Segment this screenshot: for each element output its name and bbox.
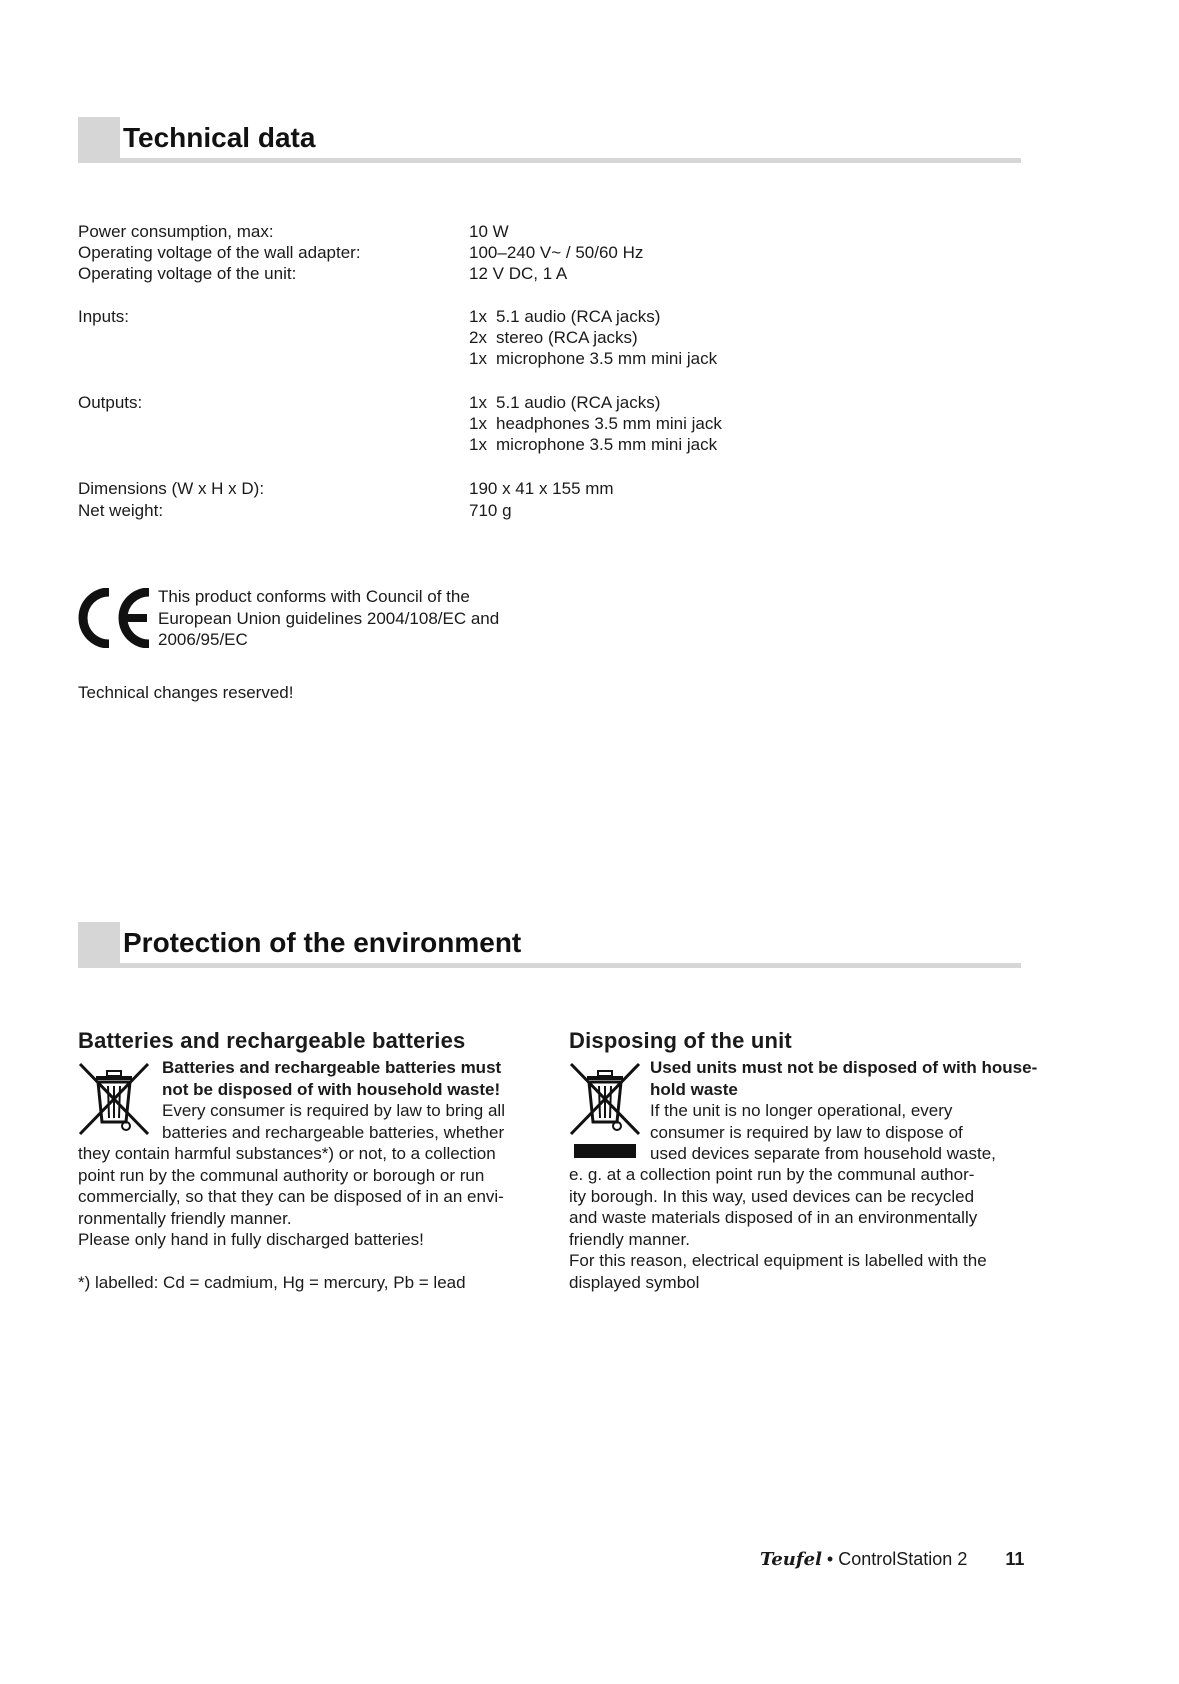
spec-value-list <box>469 392 722 455</box>
disposal-warning: Used units must not be disposed of with house- hold waste If the unit is no longer operational, every consumer is required by law to dispose of used devices separate from household waste, <box>650 1058 1038 1163</box>
technical-changes-note: Technical changes reserved! <box>78 683 294 702</box>
header-rule <box>78 158 1021 163</box>
disposal-body: e. g. at a collection point run by the communal author- ity borough. In this way, used devices can be recycled and waste materials disposed of in an environmentally friendly manner. For this reason, electrical equipment is labelled with the displayed symbol <box>569 1165 987 1292</box>
environment-header <box>78 922 1021 968</box>
black-bar-mark <box>574 1144 636 1158</box>
spec-value: 100–240 V~ / 50/60 Hz <box>469 243 644 262</box>
brand-logo: Teufel <box>760 1549 822 1570</box>
footer-separator: • <box>826 1549 834 1569</box>
page-footer <box>760 1549 1024 1570</box>
ce-mark-icon <box>77 588 153 648</box>
header-tab <box>78 117 120 163</box>
list-item: 1x microphone 3.5 mm mini jack <box>469 435 718 454</box>
disposal-heading: Disposing of the unit <box>569 1028 792 1053</box>
product-name: ControlStation 2 <box>838 1549 968 1569</box>
technical-data-header <box>78 117 1021 163</box>
list-item: 2x stereo (RCA jacks) <box>469 328 638 347</box>
list-item: 1x 5.1 audio (RCA jacks) <box>469 307 661 326</box>
spec-value: 10 W <box>469 222 509 241</box>
list-item: 1x microphone 3.5 mm mini jack <box>469 349 718 368</box>
header-tab <box>78 922 120 968</box>
batteries-footnote: *) labelled: Cd = cadmium, Hg = mercury, Pb = lead <box>78 1273 466 1292</box>
spec-label: Operating voltage of the wall adapter: <box>78 243 361 262</box>
crossed-out-bin-icon <box>78 1062 150 1138</box>
header-rule <box>78 963 1021 968</box>
spec-label: Outputs: <box>78 393 143 412</box>
crossed-out-bin-icon <box>569 1062 641 1138</box>
spec-label: Net weight: <box>78 501 164 520</box>
batteries-warning: Batteries and rechargeable batteries must not be disposed of with household waste! Every consumer is required by law to bring all batteries and rechargeable batteries, whether <box>162 1058 505 1142</box>
spec-label: Operating voltage of the unit: <box>78 264 297 283</box>
ce-conformity-text: This product conforms with Council of the European Union guidelines 2004/108/EC and 2006/95/EC <box>158 587 500 649</box>
spec-label: Power consumption, max: <box>78 222 274 241</box>
page-number: 11 <box>1005 1549 1025 1569</box>
spec-label: Inputs: <box>78 307 130 326</box>
environment-title: Protection of the environment <box>123 927 522 958</box>
spec-value: 710 g <box>469 501 512 520</box>
list-item: 1x 5.1 audio (RCA jacks) <box>469 393 661 412</box>
spec-value: 190 x 41 x 155 mm <box>469 479 614 498</box>
batteries-heading: Batteries and rechargeable batteries <box>78 1028 466 1053</box>
list-item: 1x headphones 3.5 mm mini jack <box>469 414 722 433</box>
technical-data-title: Technical data <box>123 122 316 153</box>
spec-value-list <box>469 306 717 369</box>
batteries-body: they contain harmful substances*) or not, to a collection point run by the communal authority or borough or run commercially, so that they can be disposed of in an envi- ronmentally friendly manner. Please only hand in fully discharged batteries! <box>78 1144 504 1249</box>
spec-label: Dimensions (W x H x D): <box>78 479 265 498</box>
spec-value: 12 V DC, 1 A <box>469 264 568 283</box>
